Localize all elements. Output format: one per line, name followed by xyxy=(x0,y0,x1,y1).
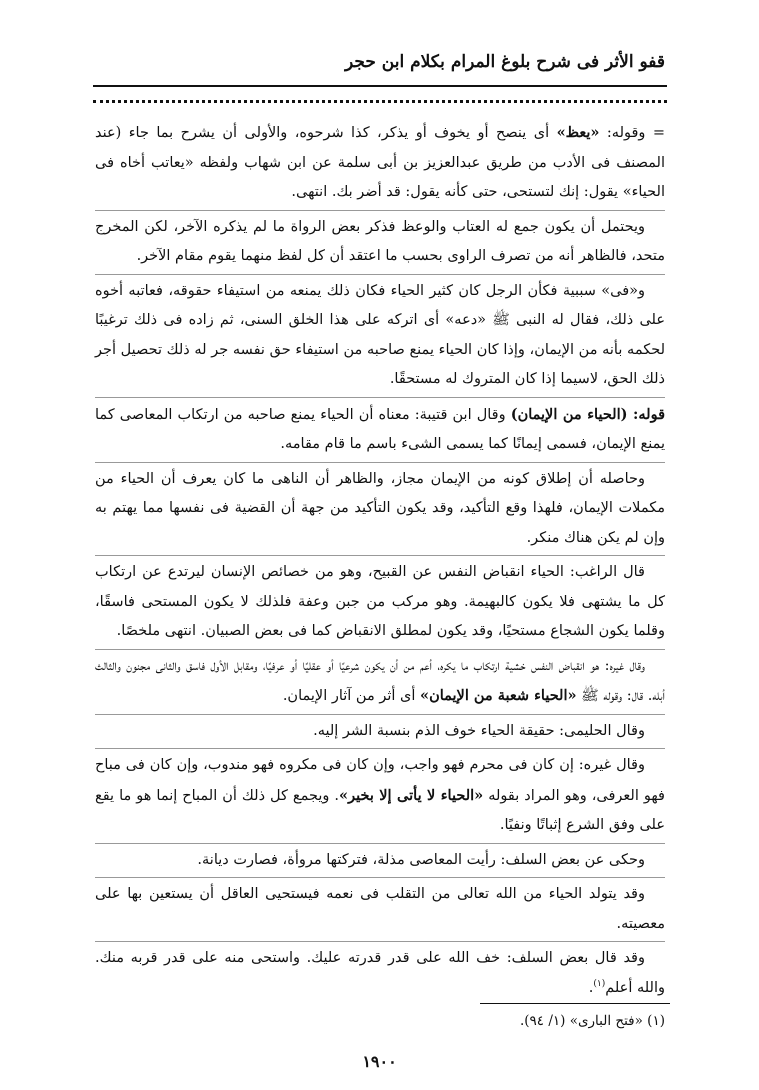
paragraph-9 xyxy=(95,751,665,841)
paragraph-separator xyxy=(95,941,665,942)
paragraph-8 xyxy=(95,717,665,747)
footnote: (١) «فتح البارى» (١/ ٩٤). xyxy=(519,1013,665,1029)
paragraph-separator xyxy=(95,397,665,398)
paragraph-separator xyxy=(95,274,665,275)
header-rule xyxy=(93,85,667,87)
paragraph-11 xyxy=(95,880,665,939)
paragraph-keyword: «الحياء لا يأتى إلا بخير» xyxy=(339,786,484,804)
paragraph-text: . xyxy=(588,979,594,996)
paragraph-separator xyxy=(95,843,665,844)
footnote-marker: (١) xyxy=(593,978,606,989)
running-header: قفو الأثر فى شرح بلوغ المرام بكلام ابن حجر xyxy=(345,52,665,72)
paragraph-separator xyxy=(95,748,665,749)
paragraph-7 xyxy=(95,652,665,712)
paragraph-text: وقد قال بعض السلف: خف الله على قدر قدرته عليك. واستحى منه على قدر قربه منك. والله أعلم xyxy=(95,950,665,996)
paragraph-text: وقال ابن قتيبة: معناه أن الحياء يمنع صاحبه من ارتكاب المعاصى كما يمنع الإيمان، فسمى إيمانًا كما يسمى الشىء باسم ما قام مقامه. xyxy=(95,406,665,452)
paragraph-separator xyxy=(95,210,665,211)
page-number: ١٩٠٠ xyxy=(362,1052,397,1071)
paragraph-separator xyxy=(95,462,665,463)
paragraph-3 xyxy=(95,277,665,395)
header-dotted-rule xyxy=(93,100,667,103)
paragraph-prefix: = وقوله: xyxy=(599,125,665,141)
footnote-rule xyxy=(480,1003,670,1004)
paragraph-text: وقال غيره: إن كان فى محرم فهو واجب، وإن كان فى مكروه فهو مندوب، وإن كان فى مباح فهو العرفى، وهو المراد بقوله xyxy=(95,757,665,804)
paragraph-separator xyxy=(95,877,665,878)
paragraph-10 xyxy=(95,846,665,876)
paragraph-keyword: «الحياء شعبة من الإيمان» xyxy=(420,687,577,704)
paragraph-text: أى أثر من آثار الإيمان. xyxy=(282,688,420,704)
paragraph-2 xyxy=(95,213,665,272)
paragraph-text: وحكى عن بعض السلف: رأيت المعاصى مذلة، فتركتها مروأة، فصارت ديانة. xyxy=(197,851,645,868)
paragraph-text: وقال الحليمى: حقيقة الحياء خوف الذم بنسبة الشر إليه. xyxy=(313,722,645,739)
paragraph-text: وقد يتولد الحياء من الله تعالى من التقلب فى نعمه فيستحيى العاقل أن يستعين بها على معصيته. xyxy=(95,886,665,932)
paragraph-text: وحاصله أن إطلاق كونه من الإيمان مجاز، والظاهر أن الناهى ما كان يعرف أن الحياء من مكملات الإيمان، فلهذا وقع التأكيد، وقد يكون التأكيد من جهة أن القضية فى نفسها مما يهتم به وإن لم يكن هناك منكر. xyxy=(95,470,665,546)
paragraph-4 xyxy=(95,400,665,460)
paragraph-prefix: قوله: xyxy=(627,405,665,423)
paragraph-keyword: «يعظ» xyxy=(556,124,600,141)
paragraph-text: ويحتمل أن يكون جمع له العتاب والوعظ فذكر بعض الرواة ما لم يذكره الآخر، لكن المخرج متحد، فالظاهر أنه من تصرف الراوى بحسب ما اعتقد أن كل لفظ منهما يقوم مقام الآخر. xyxy=(95,218,665,264)
paragraph-1 xyxy=(95,118,665,208)
paragraph-12 xyxy=(95,944,665,1003)
paragraph-text: . ويجمع كل ذلك أن المباح إنما هو ما يقع على وفق الشرع إثباتًا ونفيًا. xyxy=(95,787,665,833)
paragraph-text: أى ينصح أو يخوف أو يذكر، كذا شرحوه، والأولى أن يشرح بما جاء (عند المصنف فى الأدب من طريق عبدالعزيز بن أبى سلمة عن ابن شهاب ولفظه «يعاتب أخاه فى الحياء» يقول: إنك لتستحى، حتى كأنه يقول: قد أضر بك. انتهى. xyxy=(95,125,665,200)
paragraph-keyword: (الحياء من الإيمان) xyxy=(510,405,628,423)
paragraph-5 xyxy=(95,465,665,554)
paragraph-separator xyxy=(95,649,665,650)
paragraph-6 xyxy=(95,558,665,647)
paragraph-text: قال الراغب: الحياء انقباض النفس عن القبيح، وهو من خصائص الإنسان ليرتدع عن ارتكاب كل ما يشتهى فلا يكون كالبهيمة. وهو مركب من جبن وعفة فلذلك لا يكون المستحى فاسقًا، وقلما يكون الشجاع مستحيًا، وقد يكون لمطلق الانقباض كما فى بعض الصبيان. انتهى ملخصًا. xyxy=(95,564,665,639)
main-text xyxy=(95,118,665,1003)
paragraph-separator xyxy=(95,714,665,715)
paragraph-text: وقال غيره: هو انقباض النفس خشية ارتكاب ما يكره، أعم من أن يكون شرعيًا أو عقليًا أو عرفيًا، ومقابل الأول فاسق والثانى مجنون والثالث أبله. قال: وقوله ﷺ xyxy=(95,657,665,704)
paragraph-separator xyxy=(95,555,665,556)
paragraph-text: و«فى» سببية فكأن الرجل كان كثير الحياء فكان ذلك يمنعه من استيفاء حقوقه، فعاتبه أخوه على ذلك، فقال له النبى ﷺ «دعه» أى اتركه على هذا الخلق السنى، ثم زاده فى ذلك ترغيبًا لحكمه بأنه من الإيمان، وإذا كان الحياء يمنع صاحبه من استيفاء حق نفسه جر له ذلك تحصيل أجر ذلك الحق، لاسيما إذا كان المتروك له مستحقًا. xyxy=(95,282,665,387)
